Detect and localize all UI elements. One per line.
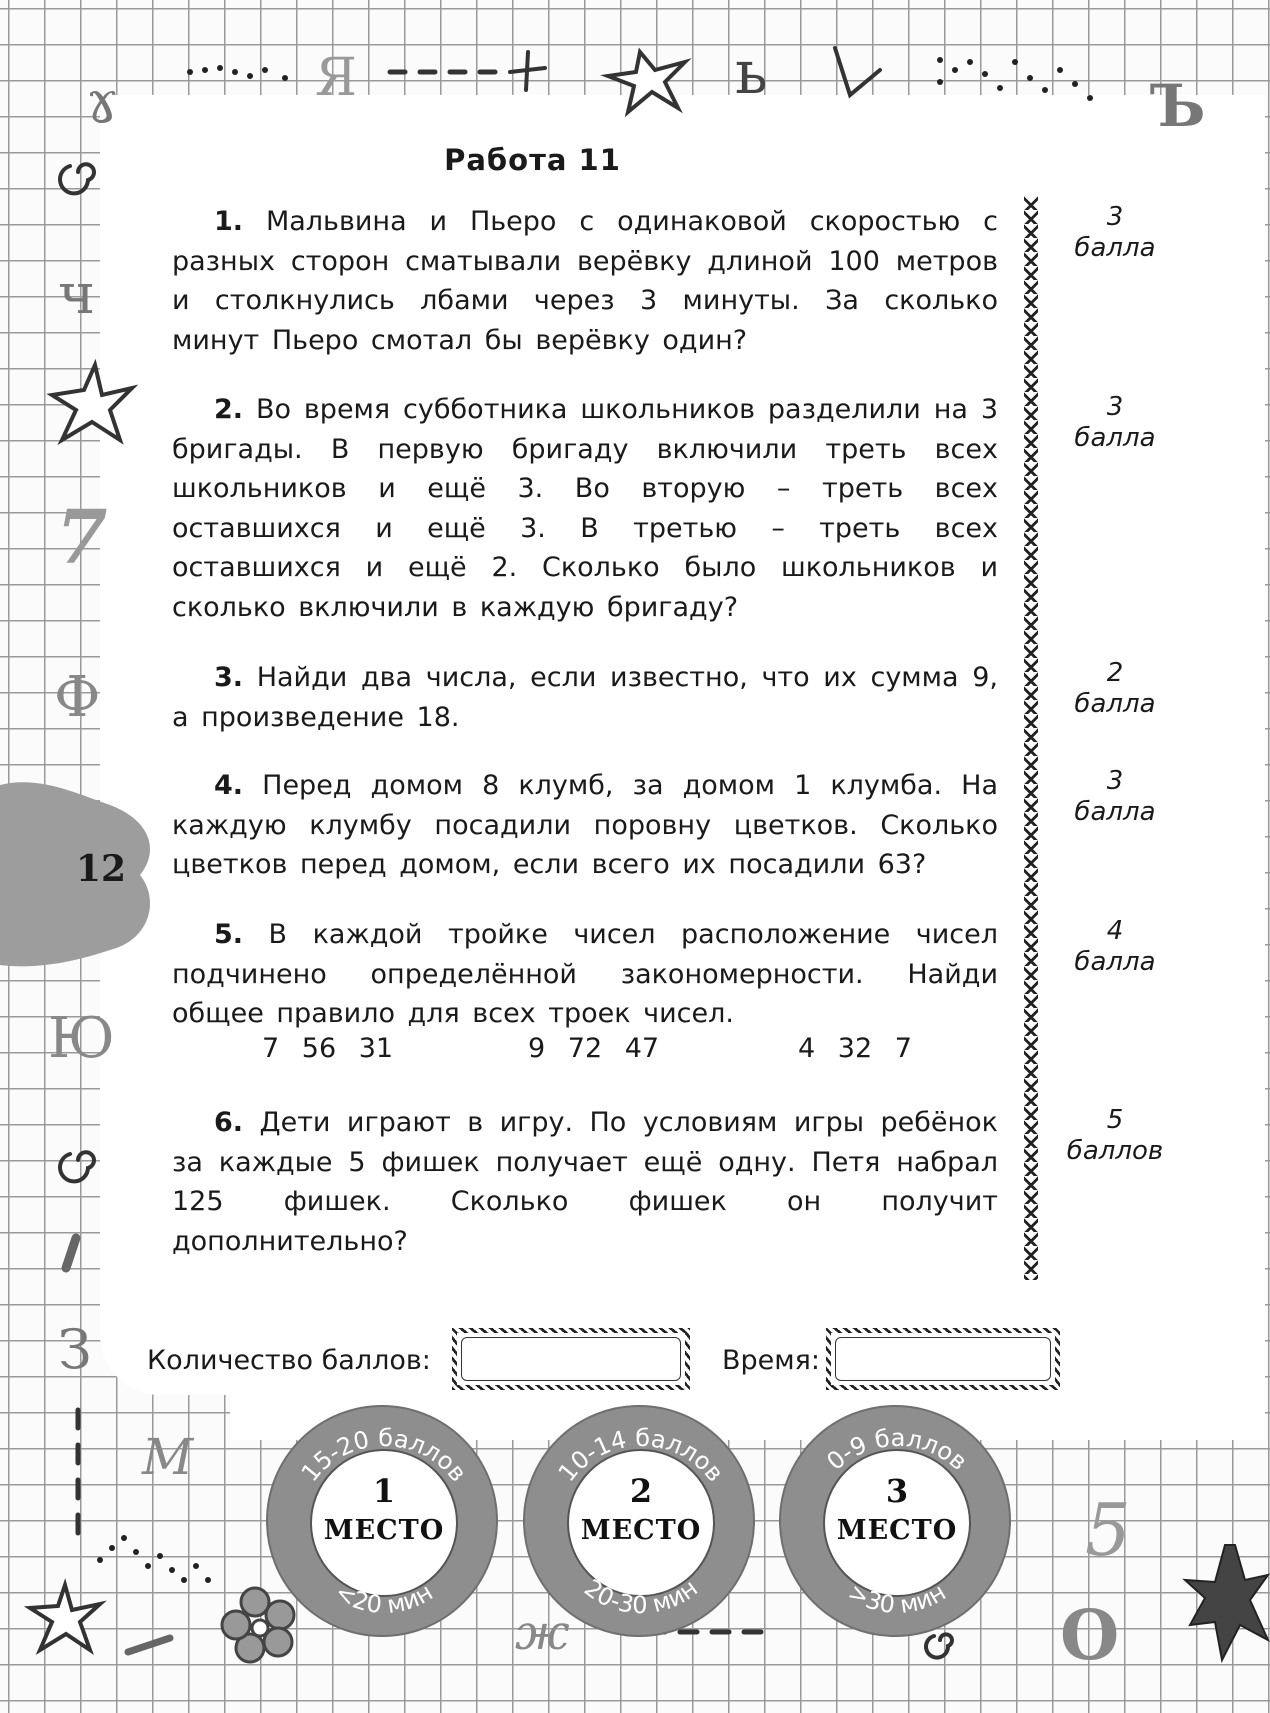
page-title: Работа 11 [444,143,621,177]
badge-second-place [523,1405,755,1637]
doodle-letter-hard-sign: Ъ [1150,72,1206,140]
slash-doodle-bottom [128,1638,170,1652]
doodle-letter-ya: Я [315,48,357,108]
task-3-points: 2 балла [1074,658,1156,719]
star-doodle-bottom-left [30,1585,100,1650]
svg-text:20-30 мин [579,1574,703,1619]
score-field[interactable] [452,1328,690,1390]
number-triple-3: 4 32 7 [798,1033,912,1064]
doodle-letter-ze: З [58,1318,92,1381]
badge-2-score-range: 10-14 баллов [552,1423,730,1487]
v-doodle [835,48,880,95]
task-1-points: 3 балла [1074,202,1156,263]
doodle-letter-o: О [1060,1596,1120,1676]
doodle-letter-ef: Ф [54,665,101,730]
slash-doodle-left [66,1238,76,1268]
task-6: 6. Дети играют в игру. По условиям игры ребёнок за каждые 5 фишек получает ещё одну. Петя набрал 125 фишек. Сколько фишек он получит дополнительно? [172,1107,998,1257]
doodle-letter-em: М [142,1428,194,1486]
badge-first-place [266,1405,498,1637]
task-3: 3. Найди два числа, если известно, что их сумма 9, а произведение 18. [172,662,998,733]
badge-3-score-range: 0-9 баллов [821,1423,973,1476]
score-label: Количество баллов: [147,1345,431,1376]
doodle-letter-soft-sign: ь [735,38,768,108]
task-1: 1. Мальвина и Пьеро с одинаковой скоростью с разных сторон сматывали верёвку длиной 100 метров и столкнулись лбами через 3 минуты. За сколько минут Пьеро смотал бы верёвку один? [172,206,998,356]
badge-1-place-word: МЕСТО [323,1515,445,1546]
number-triple-1: 7 56 31 [262,1033,394,1064]
time-label: Время: [722,1345,820,1376]
badge-1-time-range: <20 мин [330,1577,438,1620]
badge-1-place-number: 1 [372,1472,396,1510]
doodle-number-seven: 7 [56,495,108,581]
dotted-line-top-left [187,65,288,81]
badge-2-place-word: МЕСТО [580,1515,702,1546]
badge-2-time-range: 20-30 мин [579,1573,703,1620]
badge-third-place [779,1405,1011,1637]
doodle-letter-che: ч [58,262,96,327]
time-field[interactable] [826,1328,1060,1390]
star-doodle-left [52,365,132,440]
task-4-points: 3 балла [1074,766,1156,827]
task-2: 2. Во время субботника школьников разделили на 3 бригады. В первую бригаду включили треть всех школьников и ещё 3. Во вторую – треть всех оставшихся и ещё 3. В третью – треть всех оставшихся и ещё 2. Сколько было школьников и сколько включили в каждую бригаду? [172,394,999,623]
svg-text:0-9 баллов [821,1424,972,1476]
ink-splat-doodle [1185,1545,1268,1660]
badge-3-place-word: МЕСТО [836,1515,958,1546]
doodle-letter-zh: ж [515,1605,570,1661]
doodle-curly-left: ɤ [86,68,119,136]
badge-2-place-number: 2 [629,1472,653,1510]
svg-text:>30 мин [843,1578,950,1619]
dotted-doodle-top-right [937,57,1093,101]
badge-3-place-number: 3 [885,1472,909,1510]
plus-doodle [510,52,545,90]
star-doodle-top [608,52,685,112]
task-5: 5. В каждой тройке чисел расположение чисел подчинено определённой закономерности. Найди общее правило для всех троек чисел. [172,919,998,1029]
task-4: 4. Перед домом 8 клумб, за домом 1 клумба. На каждую клумбу посадили поровну цветков. Сколько цветков перед домом, если всего их посадили 63? [172,770,998,880]
task-5-points: 4 балла [1074,916,1156,977]
badge-1-score-range: 15-20 баллов [295,1423,473,1487]
task-6-points: 5 баллов [1066,1105,1164,1166]
doodle-letter-yu: Ю [48,1006,115,1071]
dotted-doodle-bottom-left [97,1535,211,1583]
number-triple-2: 9 72 47 [528,1033,660,1064]
badge-3-time-range: >30 мин [843,1577,951,1620]
page-number: 12 [76,848,127,890]
svg-text:<20 мин [330,1578,437,1619]
doodle-number-five: 5 [1085,1488,1131,1572]
task-2-points: 3 балла [1074,392,1156,453]
zigzag-divider [1024,196,1038,1280]
spiral-doodle-2 [60,1152,94,1181]
